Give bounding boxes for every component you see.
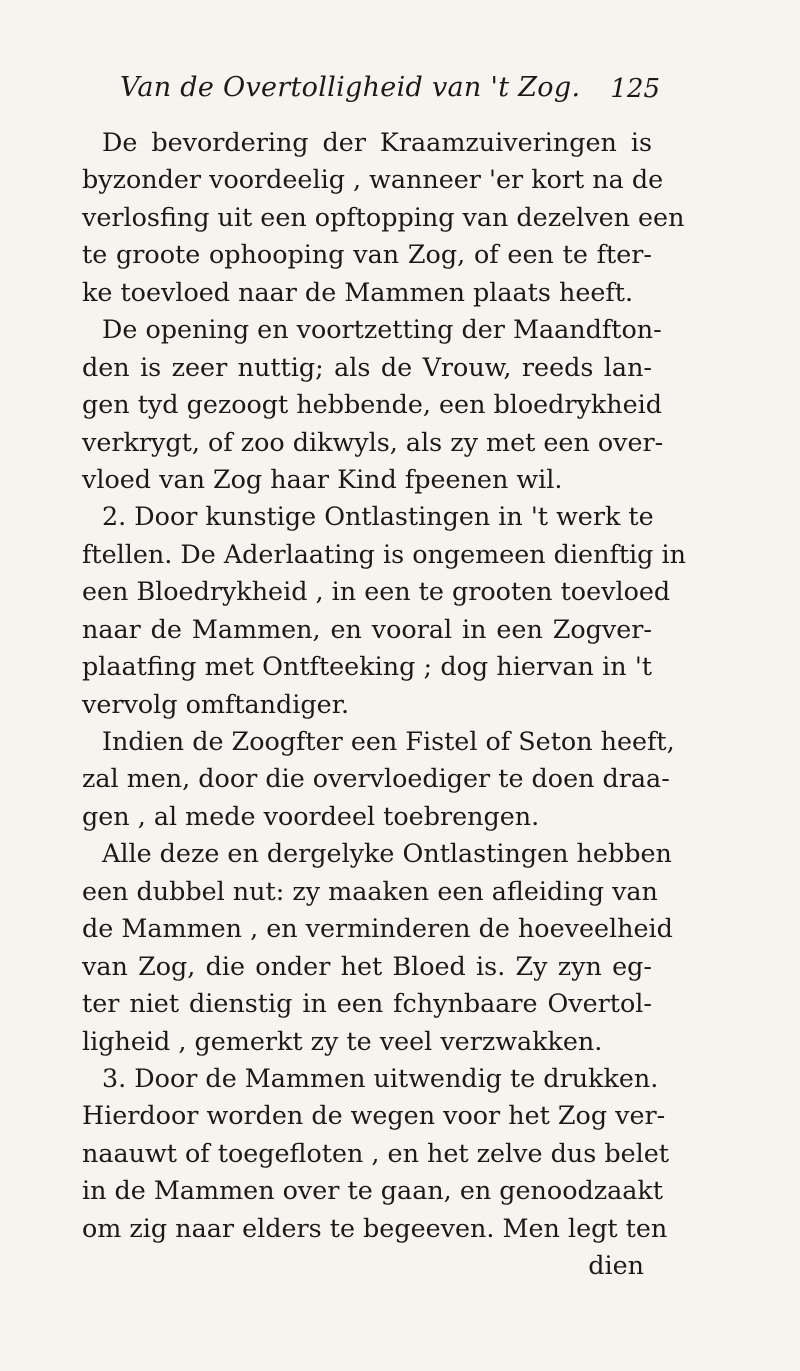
text-line: plaatfing met Ontfteeking ; dog hiervan in 't [82, 651, 652, 682]
catchword: dien [588, 1250, 644, 1281]
text-line: Hierdoor worden de wegen voor het Zog ver- [82, 1100, 666, 1131]
text-line: te groote ophooping van Zog, of een te fter- [82, 239, 652, 270]
text-line: van Zog, die onder het Bloed is. Zy zyn eg- [82, 950, 652, 981]
text-line: een Bloedrykheid , in een te grooten toevloed [82, 576, 671, 607]
text-line: om zig naar elders te begeeven. Men legt ten [82, 1212, 668, 1243]
text-line: gen tyd gezoogt hebbende, een bloedrykheid [82, 389, 663, 420]
text-line: naauwt of toegefloten , en het zelve dus belet [82, 1137, 669, 1168]
text-line: vervolg omftandiger. [82, 688, 350, 719]
text-line: den is zeer nuttig; als de Vrouw, reeds lan- [82, 351, 652, 382]
text-line: Indien de Zoogfter een Fistel of Seton heeft, [102, 726, 675, 756]
text-line: Alle deze en dergelyke Ontlastingen hebben [102, 838, 672, 869]
text-line: gen , al mede voordeel toebrengen. [82, 800, 540, 831]
page-header [120, 72, 660, 112]
body-text [82, 124, 686, 1285]
text-line: in de Mammen over te gaan, en genoodzaakt [82, 1175, 663, 1206]
text-line: vloed van Zog haar Kind fpeenen wil. [82, 463, 563, 494]
running-title: Van de Overtolligheid van 't Zog. [120, 72, 581, 103]
text-line: 2. Door kunstige Ontlastingen in 't werk te [102, 501, 654, 532]
text-line: De bevordering der Kraamzuiveringen is [102, 127, 652, 157]
text-line: De opening en voortzetting der Maandfton- [102, 314, 662, 345]
text-line: ke toevloed naar de Mammen plaats heeft. [82, 276, 634, 307]
text-line: zal men, door die overvloediger te doen draa- [82, 763, 670, 794]
text-line: byzonder voordeelig , wanneer 'er kort na de [82, 164, 664, 195]
text-line: 3. Door de Mammen uitwendig te drukken. [102, 1062, 659, 1093]
text-line: ftellen. De Aderlaating is ongemeen dienftig in [82, 538, 686, 569]
page-number: 125 [610, 74, 660, 104]
text-line: naar de Mammen, en vooral in een Zogver- [82, 613, 652, 644]
text-line: verkrygt, of zoo dikwyls, als zy met een over- [82, 426, 664, 457]
text-line: ter niet dienstig in een fchynbaare Overtol- [82, 988, 652, 1019]
text-line: een dubbel nut: zy maaken een afleiding van [82, 875, 658, 906]
text-line: de Mammen , en verminderen de hoeveelheid [82, 913, 673, 944]
text-line: ligheid , gemerkt zy te veel verzwakken. [82, 1025, 603, 1056]
text-line: verlosfing uit een opftopping van dezelven een [82, 201, 685, 232]
